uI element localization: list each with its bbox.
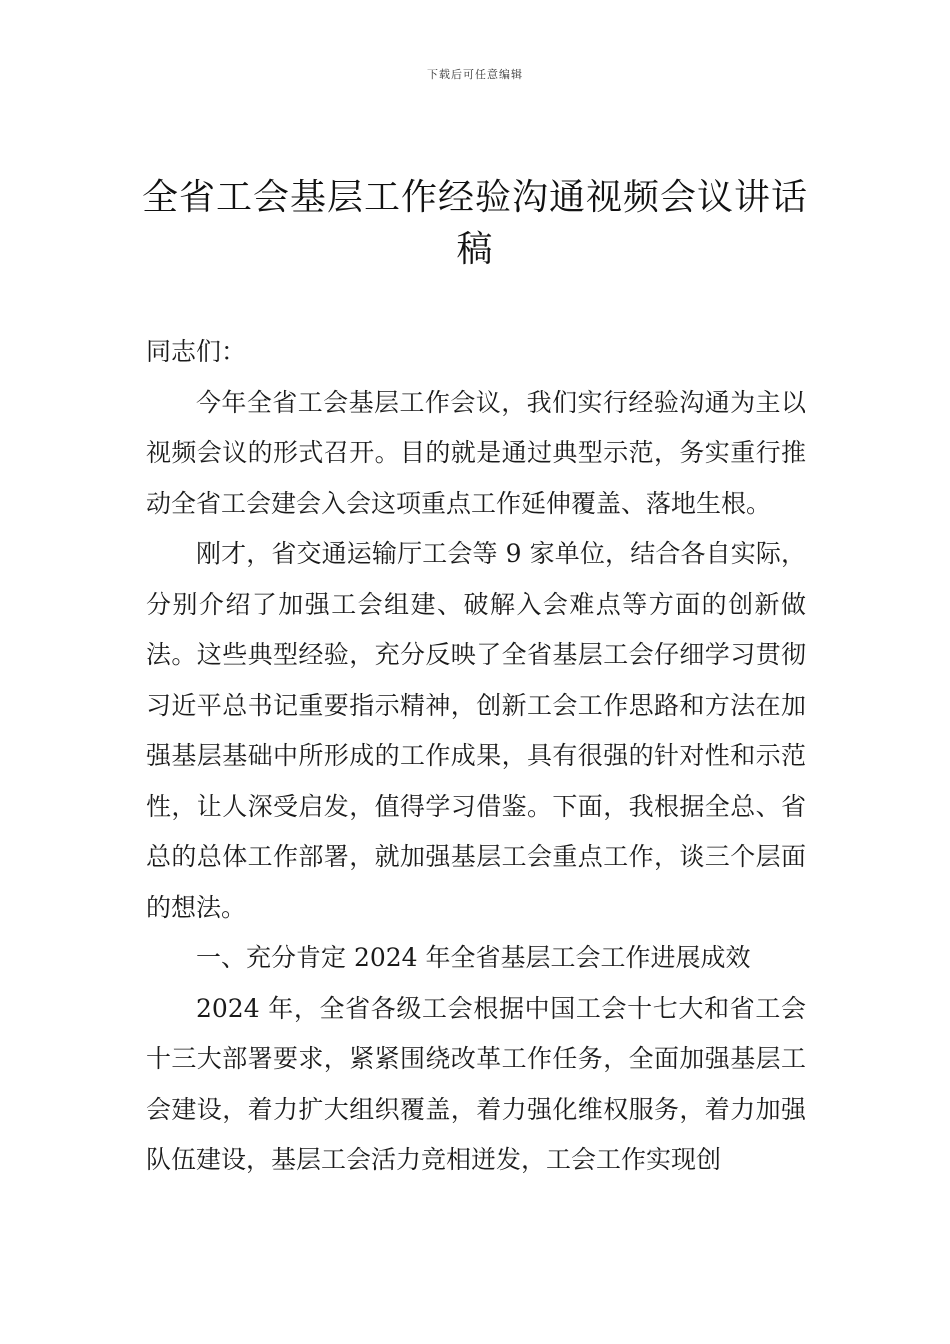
header-note: 下载后可任意编辑 (427, 68, 523, 81)
document-body (146, 327, 806, 1186)
paragraph-1: 今年全省工会基层工作会议，我们实行经验沟通为主以视频会议的形式召开。目的就是通过典型示范，务实重行推动全省工会建会入会这项重点工作延伸覆盖、落地生根。 (146, 387, 806, 518)
section-heading-1: 一、充分肯定 2024 年全省基层工会工作进展成效 (196, 943, 751, 972)
title-line-2: 稿 (456, 229, 494, 270)
paragraph-3: 2024 年，全省各级工会根据中国工会十七大和省工会十三大部署要求，紧紧围绕改革工作任务，全面加强基层工会建设，着力扩大组织覆盖，着力强化维权服务，着力加强队伍建设，基层工会活力竞相迸发，工会工作实现创 (146, 993, 806, 1174)
paragraph-2: 刚才，省交通运输厅工会等 9 家单位，结合各自实际，分别介绍了加强工会组建、破解入会难点等方面的创新做法。这些典型经验，充分反映了全省基层工会仔细学习贯彻习近平总书记重要指示精神，创新工会工作思路和方法在加强基层基础中所形成的工作成果，具有很强的针对性和示范性，让人深受启发，值得学习借鉴。下面，我根据全总、省总的总体工作部署，就加强基层工会重点工作，谈三个层面的想法。 (146, 539, 806, 922)
document-title (140, 172, 810, 276)
salutation: 同志们： (146, 337, 247, 366)
title-line-1: 全省工会基层工作经验沟通视频会议讲话 (141, 177, 808, 218)
